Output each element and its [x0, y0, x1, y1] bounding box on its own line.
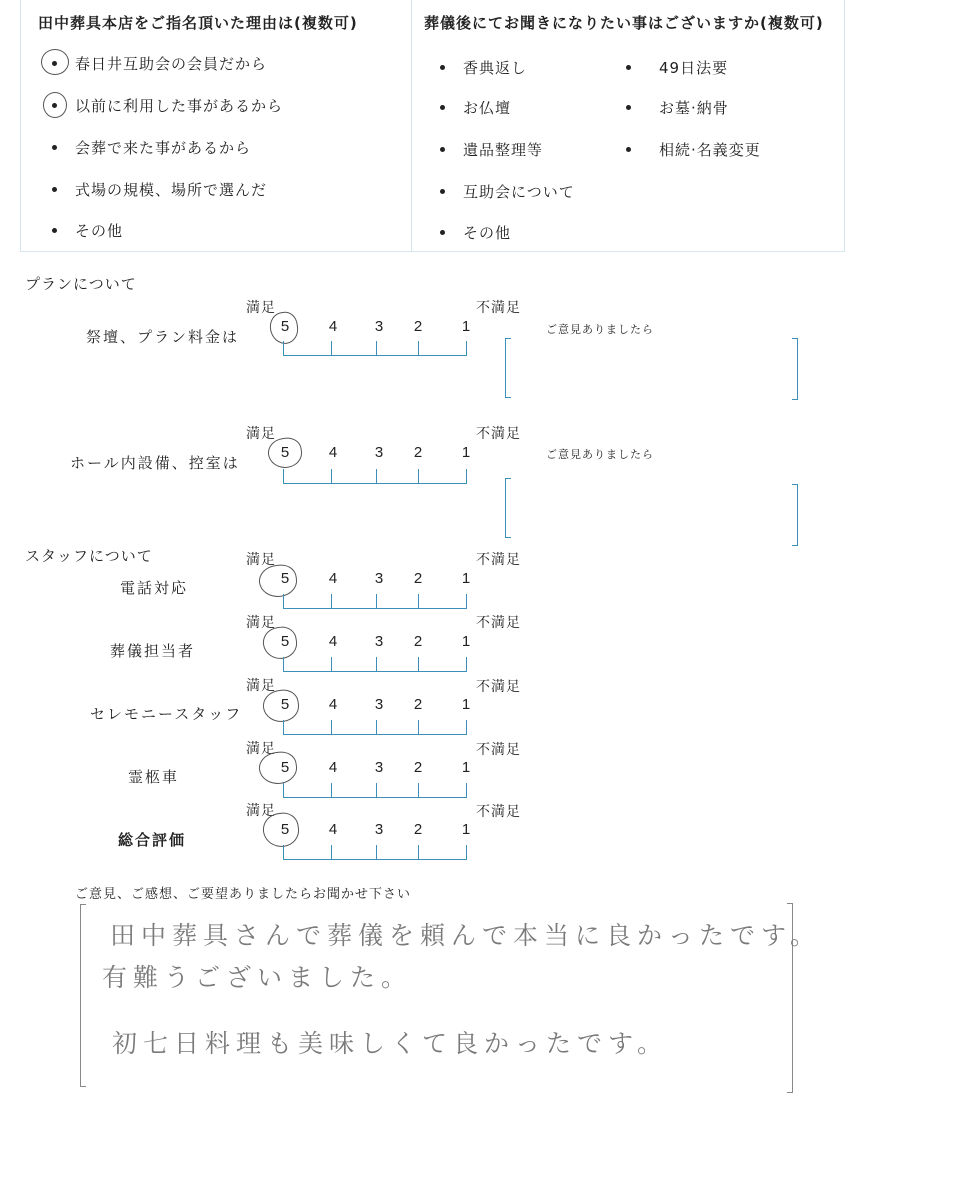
reason-option-2[interactable] — [52, 95, 283, 116]
reason-option-3[interactable] — [52, 137, 251, 158]
satisfied-label: 満足 — [246, 426, 276, 442]
rating-label: 霊柩車 — [128, 768, 180, 786]
rating-option-3[interactable]: 3 — [374, 570, 384, 587]
handwritten-line-3: 初七日料理も美味しくて良かったです。 — [112, 1029, 669, 1058]
handwritten-line-2: 有難うございました。 — [102, 963, 413, 992]
rating-option-5[interactable]: 5 — [280, 318, 290, 335]
rating-option-5[interactable]: 5 — [280, 633, 290, 650]
unsatisfied-label: 不満足 — [476, 426, 521, 442]
interest-option-7[interactable]: お墓·納骨 — [626, 97, 729, 118]
rating-option-4[interactable]: 4 — [328, 570, 338, 587]
satisfied-label: 満足 — [246, 678, 276, 694]
rating-option-4[interactable]: 4 — [328, 821, 338, 838]
rating-label: ホール内設備、控室は — [70, 454, 240, 472]
satisfied-label: 満足 — [246, 552, 276, 568]
rating-label: セレモニースタッフ — [90, 705, 243, 723]
rating-scale-line — [283, 859, 467, 860]
interest-option-8[interactable]: 相続·名義変更 — [626, 139, 761, 160]
rating-option-1[interactable]: 1 — [461, 821, 471, 838]
rating-option-2[interactable]: 2 — [413, 821, 423, 838]
rating-option-1[interactable]: 1 — [461, 570, 471, 587]
rating-option-4[interactable]: 4 — [328, 759, 338, 776]
interest-option-1[interactable]: 香典返し — [440, 57, 527, 78]
survey-top-box — [20, 0, 845, 252]
comment-prompt: ご意見ありましたら — [546, 323, 654, 336]
comment-bracket-left — [505, 338, 511, 398]
reason-option-5[interactable] — [52, 220, 123, 241]
feedback-bracket-left — [80, 904, 86, 1087]
rating-option-5[interactable]: 5 — [280, 696, 290, 713]
plan-section-title: プランについて — [25, 275, 137, 293]
reason-option-label: 春日井互助会の会員だから — [75, 55, 268, 73]
rating-option-5[interactable]: 5 — [280, 444, 290, 461]
unsatisfied-label: 不満足 — [476, 804, 521, 820]
rating-scale-line — [283, 734, 467, 735]
comment-bracket-right — [792, 484, 798, 546]
rating-option-4[interactable]: 4 — [328, 696, 338, 713]
interest-option-4[interactable]: 互助会について — [440, 181, 575, 202]
rating-option-3[interactable]: 3 — [374, 696, 384, 713]
interest-option-3[interactable]: 遺品整理等 — [440, 139, 543, 160]
rating-scale-line — [283, 608, 467, 609]
unsatisfied-label: 不満足 — [476, 679, 521, 695]
satisfied-label: 満足 — [246, 741, 276, 757]
rating-scale-line — [283, 671, 467, 672]
reason-option-label: その他 — [75, 222, 124, 240]
rating-option-4[interactable]: 4 — [328, 444, 338, 461]
rating-option-1[interactable]: 1 — [461, 633, 471, 650]
rating-label: 電話対応 — [120, 579, 189, 597]
rating-option-5[interactable]: 5 — [280, 570, 290, 587]
rating-label: 祭壇、プラン料金は — [86, 328, 240, 346]
unsatisfied-label: 不満足 — [476, 300, 521, 316]
comment-bracket-right — [792, 338, 798, 400]
rating-option-2[interactable]: 2 — [413, 759, 423, 776]
interest-option-5[interactable]: その他 — [440, 222, 511, 243]
rating-option-1[interactable]: 1 — [461, 696, 471, 713]
interest-option-6[interactable]: 49日法要 — [626, 57, 728, 78]
rating-option-4[interactable]: 4 — [328, 633, 338, 650]
rating-option-3[interactable]: 3 — [374, 821, 384, 838]
reason-option-4[interactable] — [52, 179, 267, 200]
column-divider — [411, 0, 412, 252]
rating-option-5[interactable]: 5 — [280, 821, 290, 838]
rating-circle-mark — [268, 310, 300, 346]
rating-option-2[interactable]: 2 — [413, 570, 423, 587]
rating-option-3[interactable]: 3 — [374, 633, 384, 650]
comment-bracket-left — [505, 478, 511, 538]
rating-option-1[interactable]: 1 — [461, 318, 471, 335]
rating-option-2[interactable]: 2 — [413, 318, 423, 335]
reason-option-label: 式場の規模、場所で選んだ — [75, 181, 268, 199]
rating-option-5[interactable]: 5 — [280, 759, 290, 776]
rating-option-2[interactable]: 2 — [413, 696, 423, 713]
interests-heading: 葬儀後にてお聞きになりたい事はございますか(複数可) — [424, 14, 824, 32]
handwritten-line-1: 田中葬具さんで葬儀を頼んで本当に良かったです。 — [110, 921, 822, 950]
unsatisfied-label: 不満足 — [476, 742, 521, 758]
rating-option-2[interactable]: 2 — [413, 444, 423, 461]
reason-option-label: 会葬で来た事があるから — [75, 139, 252, 157]
rating-option-3[interactable]: 3 — [374, 318, 384, 335]
rating-scale-line — [283, 483, 467, 484]
satisfied-label: 満足 — [246, 803, 276, 819]
rating-option-1[interactable]: 1 — [461, 444, 471, 461]
satisfied-label: 満足 — [246, 615, 276, 631]
rating-option-4[interactable]: 4 — [328, 318, 338, 335]
unsatisfied-label: 不満足 — [476, 615, 521, 631]
satisfied-label: 満足 — [246, 300, 276, 316]
reasons-heading: 田中葬具本店をご指名頂いた理由は(複数可) — [38, 14, 358, 32]
rating-label: 葬儀担当者 — [110, 642, 196, 660]
feedback-prompt: ご意見、ご感想、ご要望ありましたらお聞かせ下さい — [75, 887, 412, 902]
unsatisfied-label: 不満足 — [476, 552, 521, 568]
rating-label-overall: 総合評価 — [118, 831, 187, 849]
reason-option-1[interactable] — [52, 53, 267, 74]
staff-section-title: スタッフについて — [25, 547, 153, 565]
rating-scale-line — [283, 797, 467, 798]
rating-option-2[interactable]: 2 — [413, 633, 423, 650]
interest-option-2[interactable]: お仏壇 — [440, 97, 511, 118]
selected-mark — [52, 61, 57, 66]
comment-prompt: ご意見ありましたら — [546, 448, 654, 461]
reason-option-label: 以前に利用した事があるから — [75, 97, 284, 115]
rating-option-3[interactable]: 3 — [374, 444, 384, 461]
rating-option-1[interactable]: 1 — [461, 759, 471, 776]
selected-mark — [52, 103, 57, 108]
rating-scale-line — [283, 355, 467, 356]
rating-option-3[interactable]: 3 — [374, 759, 384, 776]
